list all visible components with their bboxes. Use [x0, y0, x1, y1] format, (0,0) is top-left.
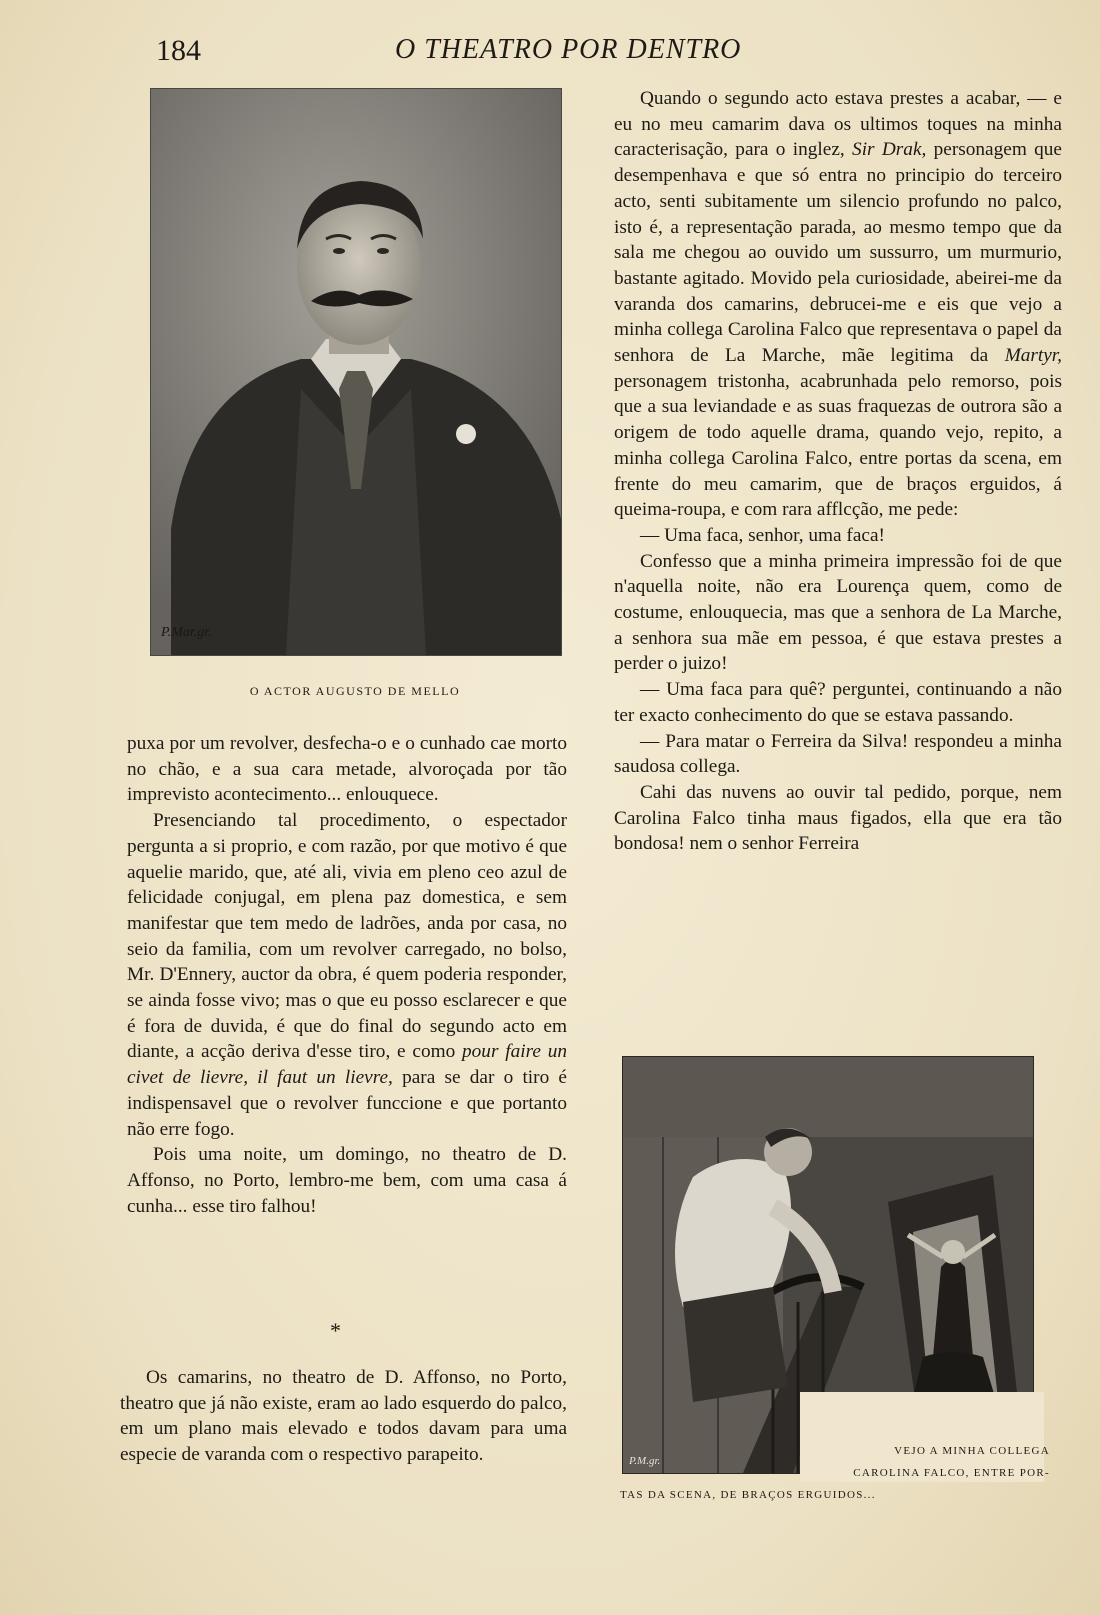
page-number: 184: [156, 34, 201, 67]
caption-line: TAS DA SCENA, DE BRAÇOS ERGUIDOS...: [620, 1489, 876, 1501]
page-header: [0, 30, 1100, 70]
running-title: O THEATRO POR DENTRO: [395, 34, 742, 65]
caption-line: CAROLINA FALCO, ENTRE POR-: [853, 1467, 1050, 1479]
paragraph: — Para matar o Ferreira da Silva! respondeu a minha saudosa collega.: [614, 730, 1062, 778]
section-separator: *: [330, 1318, 341, 1343]
portrait-photo: [150, 88, 562, 656]
paragraph: Pois uma noite, um domingo, no theatro de D. Affonso, no Porto, lembro-me bem, com uma casa á cunha... esse tiro falhou!: [127, 1144, 567, 1217]
paragraph: Presenciando tal procedimento, o espectador pergunta a si proprio, e com razão, por que motivo é que aquelie marido, que, até ali, vivia em pleno ceo azul de felicidade conjugal, em plena paz domestica, e sem manifestar que tem medo de ladrões, anda por casa, no seio da familia, com um revolver carregado, no bolso, Mr. D'Ennery, auctor da obra, é quem poderia responder, se ainda fosse vivo; mas o que eu posso esclarecer e que é fora de duvida, é que do final do segundo acto em diante, a acção deriva d'esse tiro, e como pour faire un civet de lievre, il faut un lievre, para se dar o tiro é indispensavel que o revolver funccione e que portanto não erre fogo.: [127, 810, 567, 1140]
left-column: [127, 731, 567, 1219]
photo-signature: P.Mar.gr.: [161, 625, 212, 640]
photo-caption: O ACTOR AUGUSTO DE MELLO: [249, 684, 461, 698]
right-column: [614, 86, 1062, 857]
paragraph: Quando o segundo acto estava prestes a acabar, — e eu no meu camarim dava os ultimos toques na minha caracterisação, para o inglez, Sir Drak, personagem que desempenhava e que só entra no principio do terceiro acto, senti subitamente um silencio profundo no palco, isto é, a representação parada, ao mesmo tempo que da sala me chegou ao ouvido um sussurro, um murmurio, bastante agitado. Movido pela curiosidade, abeirei-me da varanda dos camarins, debrucei-me e eis que vejo a minha collega Carolina Falco que representava o papel da senhora de La Marche, mãe legitima da Martyr, personagem tristonha, acabrunhada pelo remorso, pois que a sua leviandade e as suas fraquezas de outrora são a origem de todo aquelle drama, quando vejo, repito, a minha collega Carolina Falco, entre portas da scena, em frente do meu camarim, que de braços erguidos, á queima-roupa, e com rara afflcção, me pede:: [614, 88, 1062, 521]
paragraph: Confesso que a minha primeira impressão foi de que n'aquella noite, não era Lourença quem, como de costume, enlouquecia, mas que a senhora de La Marche, a senhora sua mãe em pessoa, é que estava prestes a perder o juizo!: [614, 550, 1062, 675]
caption-line: VEJO A MINHA COLLEGA: [894, 1445, 1050, 1457]
illustration-signature: P.M.gr.: [629, 1455, 661, 1467]
portrait-image: [151, 89, 561, 655]
paragraph: — Uma faca, senhor, uma faca!: [640, 524, 885, 546]
paragraph: Cahi das nuvens ao ouvir tal pedido, porque, nem Carolina Falco tinha maus figados, ella que era tão bondosa! nem o senhor Ferreira: [614, 781, 1062, 855]
paragraph: puxa por um revolver, desfecha-o e o cunhado cae morto no chão, e a sua cara metade, alvoroçada por tão imprevisto acontecimento... enlouquece.: [127, 733, 567, 806]
left-column-lower: [120, 1365, 567, 1468]
paragraph: Os camarins, no theatro de D. Affonso, no Porto, theatro que já não existe, eram ao lado esquerdo do palco, em um plano mais elevado e todos davam para uma especie de varanda com o respectivo parapeito.: [120, 1367, 567, 1466]
paragraph: — Uma faca para quê? perguntei, continuando a não ter exacto conhecimento do que se estava passando.: [614, 679, 1062, 726]
